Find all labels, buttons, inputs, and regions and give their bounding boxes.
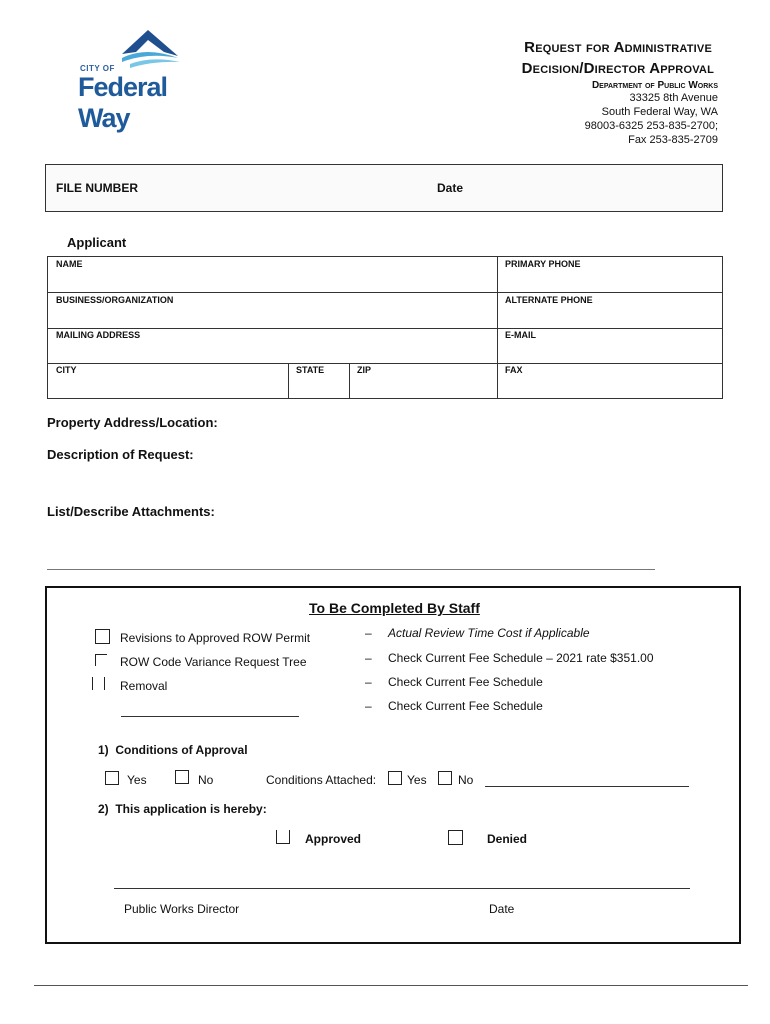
- mailing-address-input[interactable]: [49, 341, 495, 361]
- conditions-no-checkbox[interactable]: [175, 770, 189, 784]
- name-label: NAME: [56, 259, 83, 269]
- alternate-phone-label: ALTERNATE PHONE: [505, 295, 593, 305]
- staff-section: [45, 586, 741, 944]
- col-divider: [497, 256, 498, 399]
- attachments-underline: [47, 569, 655, 570]
- form-title-line1: Request for Administrative: [524, 39, 712, 56]
- attached-no-label: No: [458, 773, 474, 787]
- city-logo: [78, 28, 218, 133]
- row-divider: [47, 328, 723, 329]
- fee-text-revisions: Actual Review Time Cost if Applicable: [388, 626, 590, 640]
- address-line2: South Federal Way, WA: [601, 106, 718, 118]
- zip-input[interactable]: [351, 376, 495, 396]
- fee-dash: –: [365, 626, 372, 640]
- fax-input[interactable]: [499, 376, 719, 396]
- business-label: BUSINESS/ORGANIZATION: [56, 295, 174, 305]
- business-input[interactable]: [49, 306, 495, 326]
- description-label: Description of Request:: [47, 447, 194, 462]
- approved-checkbox[interactable]: [276, 830, 290, 844]
- form-title-line2: Decision/Director Approval: [521, 60, 714, 77]
- row-divider: [47, 292, 723, 293]
- email-input[interactable]: [499, 341, 719, 361]
- applicant-heading: Applicant: [67, 235, 127, 250]
- signature-line[interactable]: [114, 888, 690, 889]
- option-checkbox-removal[interactable]: [92, 677, 105, 690]
- city-label: CITY: [56, 365, 77, 375]
- conditions-attached-label: Conditions Attached:: [266, 773, 377, 787]
- address-line3: 98003-6325 253-835-2700;: [584, 120, 718, 132]
- address-line1-text: 33325 8th Avenue: [629, 92, 718, 104]
- file-number-label: FILE NUMBER: [56, 181, 138, 195]
- fax-label: FAX: [505, 365, 523, 375]
- signature-date-label: Date: [489, 902, 515, 916]
- fee-dash: –: [365, 699, 372, 713]
- attached-detail-line[interactable]: [485, 786, 689, 787]
- conditions-heading: 1) Conditions of Approval: [98, 743, 248, 757]
- alternate-phone-input[interactable]: [499, 306, 719, 326]
- description-input[interactable]: [200, 444, 720, 494]
- attached-no-checkbox[interactable]: [438, 771, 452, 785]
- logo-city-of: CITY OF: [80, 64, 115, 73]
- conditions-yes-checkbox[interactable]: [105, 771, 119, 785]
- option-label-removal: Removal: [120, 679, 168, 693]
- logo-mountain-icon: [116, 28, 184, 68]
- footer-divider: [34, 985, 748, 986]
- fee-text-other: Check Current Fee Schedule: [388, 699, 543, 713]
- name-input[interactable]: [49, 270, 495, 290]
- department-name: Department of Public Works: [591, 80, 718, 91]
- row-divider: [47, 363, 723, 364]
- conditions-yes-label: Yes: [127, 773, 147, 787]
- city-input[interactable]: [49, 376, 286, 396]
- file-number-input[interactable]: [156, 173, 426, 203]
- attachments-label: List/Describe Attachments:: [47, 504, 215, 519]
- fee-dash: –: [365, 651, 372, 665]
- primary-phone-input[interactable]: [499, 270, 719, 290]
- application-heading: 2) This application is hereby:: [98, 802, 267, 816]
- logo-name: Federal Way: [78, 72, 168, 133]
- conditions-no-label: No: [198, 773, 214, 787]
- col-divider: [349, 363, 350, 399]
- email-label: E-MAIL: [505, 330, 536, 340]
- option-checkbox-variance[interactable]: [95, 654, 107, 666]
- file-date-input[interactable]: [476, 173, 706, 203]
- address-line4: Fax 253-835-2709: [628, 134, 718, 146]
- option-checkbox-revisions[interactable]: [95, 629, 110, 644]
- address-line1: [630, 92, 719, 104]
- attached-yes-checkbox[interactable]: [388, 771, 402, 785]
- zip-label: ZIP: [357, 365, 372, 375]
- director-label: Public Works Director: [124, 902, 240, 916]
- denied-label: Denied: [487, 832, 528, 846]
- state-label: STATE: [296, 365, 325, 375]
- attachments-input[interactable]: [220, 501, 720, 561]
- property-address-input[interactable]: [230, 412, 720, 432]
- file-number-box: [45, 164, 723, 212]
- fee-text-variance: Check Current Fee Schedule – 2021 rate $351.00: [388, 651, 654, 665]
- col-divider: [288, 363, 289, 399]
- applicant-table: [47, 256, 723, 399]
- option-label-revisions: Revisions to Approved ROW Permit: [120, 631, 311, 645]
- fee-dash: –: [365, 675, 372, 689]
- staff-heading: To Be Completed By Staff: [309, 600, 480, 616]
- mailing-address-label: MAILING ADDRESS: [56, 330, 141, 340]
- fee-text-removal: Check Current Fee Schedule: [388, 675, 543, 689]
- property-address-label: Property Address/Location:: [47, 415, 218, 430]
- other-option-line[interactable]: [121, 716, 299, 717]
- attached-yes-label: Yes: [407, 773, 427, 787]
- option-label-variance: ROW Code Variance Request Tree: [120, 655, 307, 669]
- denied-checkbox[interactable]: [448, 830, 463, 845]
- primary-phone-label: PRIMARY PHONE: [505, 259, 581, 269]
- file-date-label: Date: [437, 181, 464, 195]
- approved-label: Approved: [305, 832, 362, 846]
- state-input[interactable]: [290, 376, 347, 396]
